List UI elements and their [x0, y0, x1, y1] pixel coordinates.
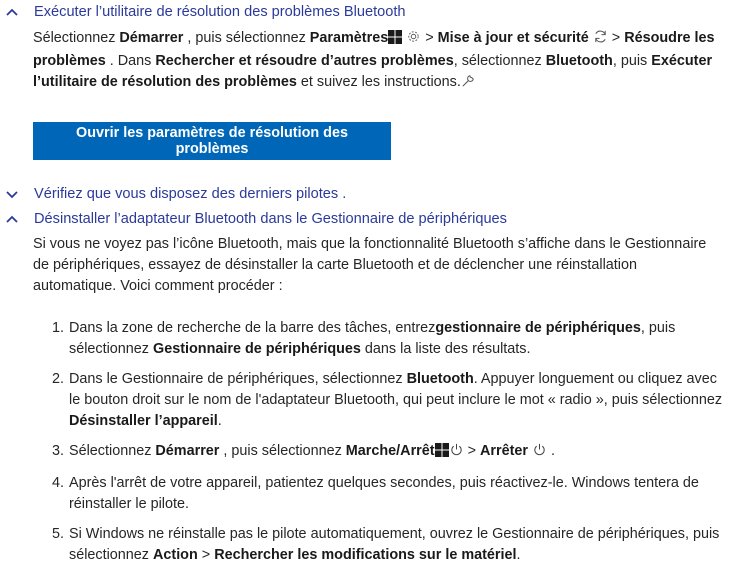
list-item: 4. Après l'arrêt de votre appareil, patientez quelques secondes, puis réactivez-le. Windows tentera de réinstaller le pilote.: [51, 475, 699, 512]
chevron-down-icon: [5, 187, 19, 201]
section-title: Vérifiez que vous disposez des derniers pilotes .: [34, 186, 347, 202]
windows-logo-icon: [388, 30, 402, 51]
list-item: 2. Dans le Gestionnaire de périphériques, sélectionnez Bluetooth. Appuyer longuement ou cliquez avec le bouton droit sur le nom de l'adaptateur Bluetooth, qui peut inclure le mot « radio », puis sélectionnez Désinstaller l’appareil.: [51, 371, 723, 429]
list-item: 3. Sélectionnez Démarrer , puis sélectionnez Marche/Arrêt > Arrêter .: [33, 441, 723, 464]
wrench-icon: [461, 73, 476, 95]
list-item: 5. Si Windows ne réinstalle pas le pilote automatiquement, ouvrez le Gestionnaire de périphériques, puis sélectionnez Action > Rechercher les modifications sur le matériel.: [51, 526, 720, 563]
gear-icon: [406, 29, 421, 51]
open-troubleshoot-settings-button[interactable]: Ouvrir les paramètres de résolution des problèmes: [33, 122, 391, 160]
intro-paragraph: Si vous ne voyez pas l’icône Bluetooth, mais que la fonctionnalité Bluetooth s’affiche dans le Gestionnaire de périphériques, essayez de désinstaller la carte Bluetooth et de déclencher une réinstallation automatique. Voici comment procéder :: [33, 236, 707, 294]
section-title: Désinstaller l’adaptateur Bluetooth dans le Gestionnaire de périphériques: [34, 211, 507, 227]
refresh-icon: [593, 29, 608, 51]
expander-run-troubleshooter[interactable]: [5, 4, 406, 20]
list-item: 1. Dans la zone de recherche de la barre des tâches, entrezgestionnaire de périphériques, puis sélectionnez Gestionnaire de périphériques dans la liste des résultats.: [51, 320, 676, 357]
instructions-paragraph: Sélectionnez Démarrer , puis sélectionnez Paramètres > Mise à jour et sécurité > Résoudre les problèmes . Dans Rechercher et résoudre d’autres problèmes, sélectionnez Bluetooth, puis Exécuter l’utilitaire de résolution des problèmes et suivez les instructions.: [33, 28, 723, 95]
section-title: Exécuter l’utilitaire de résolution des problèmes Bluetooth: [34, 4, 406, 20]
chevron-up-icon: [5, 5, 19, 19]
power-icon: [449, 442, 464, 464]
expander-latest-drivers[interactable]: [5, 186, 346, 202]
chevron-up-icon: [5, 212, 19, 226]
expander-uninstall-adapter[interactable]: [5, 211, 507, 227]
power-icon: [532, 442, 547, 464]
windows-logo-icon: [435, 443, 449, 464]
steps-list: [33, 318, 723, 575]
